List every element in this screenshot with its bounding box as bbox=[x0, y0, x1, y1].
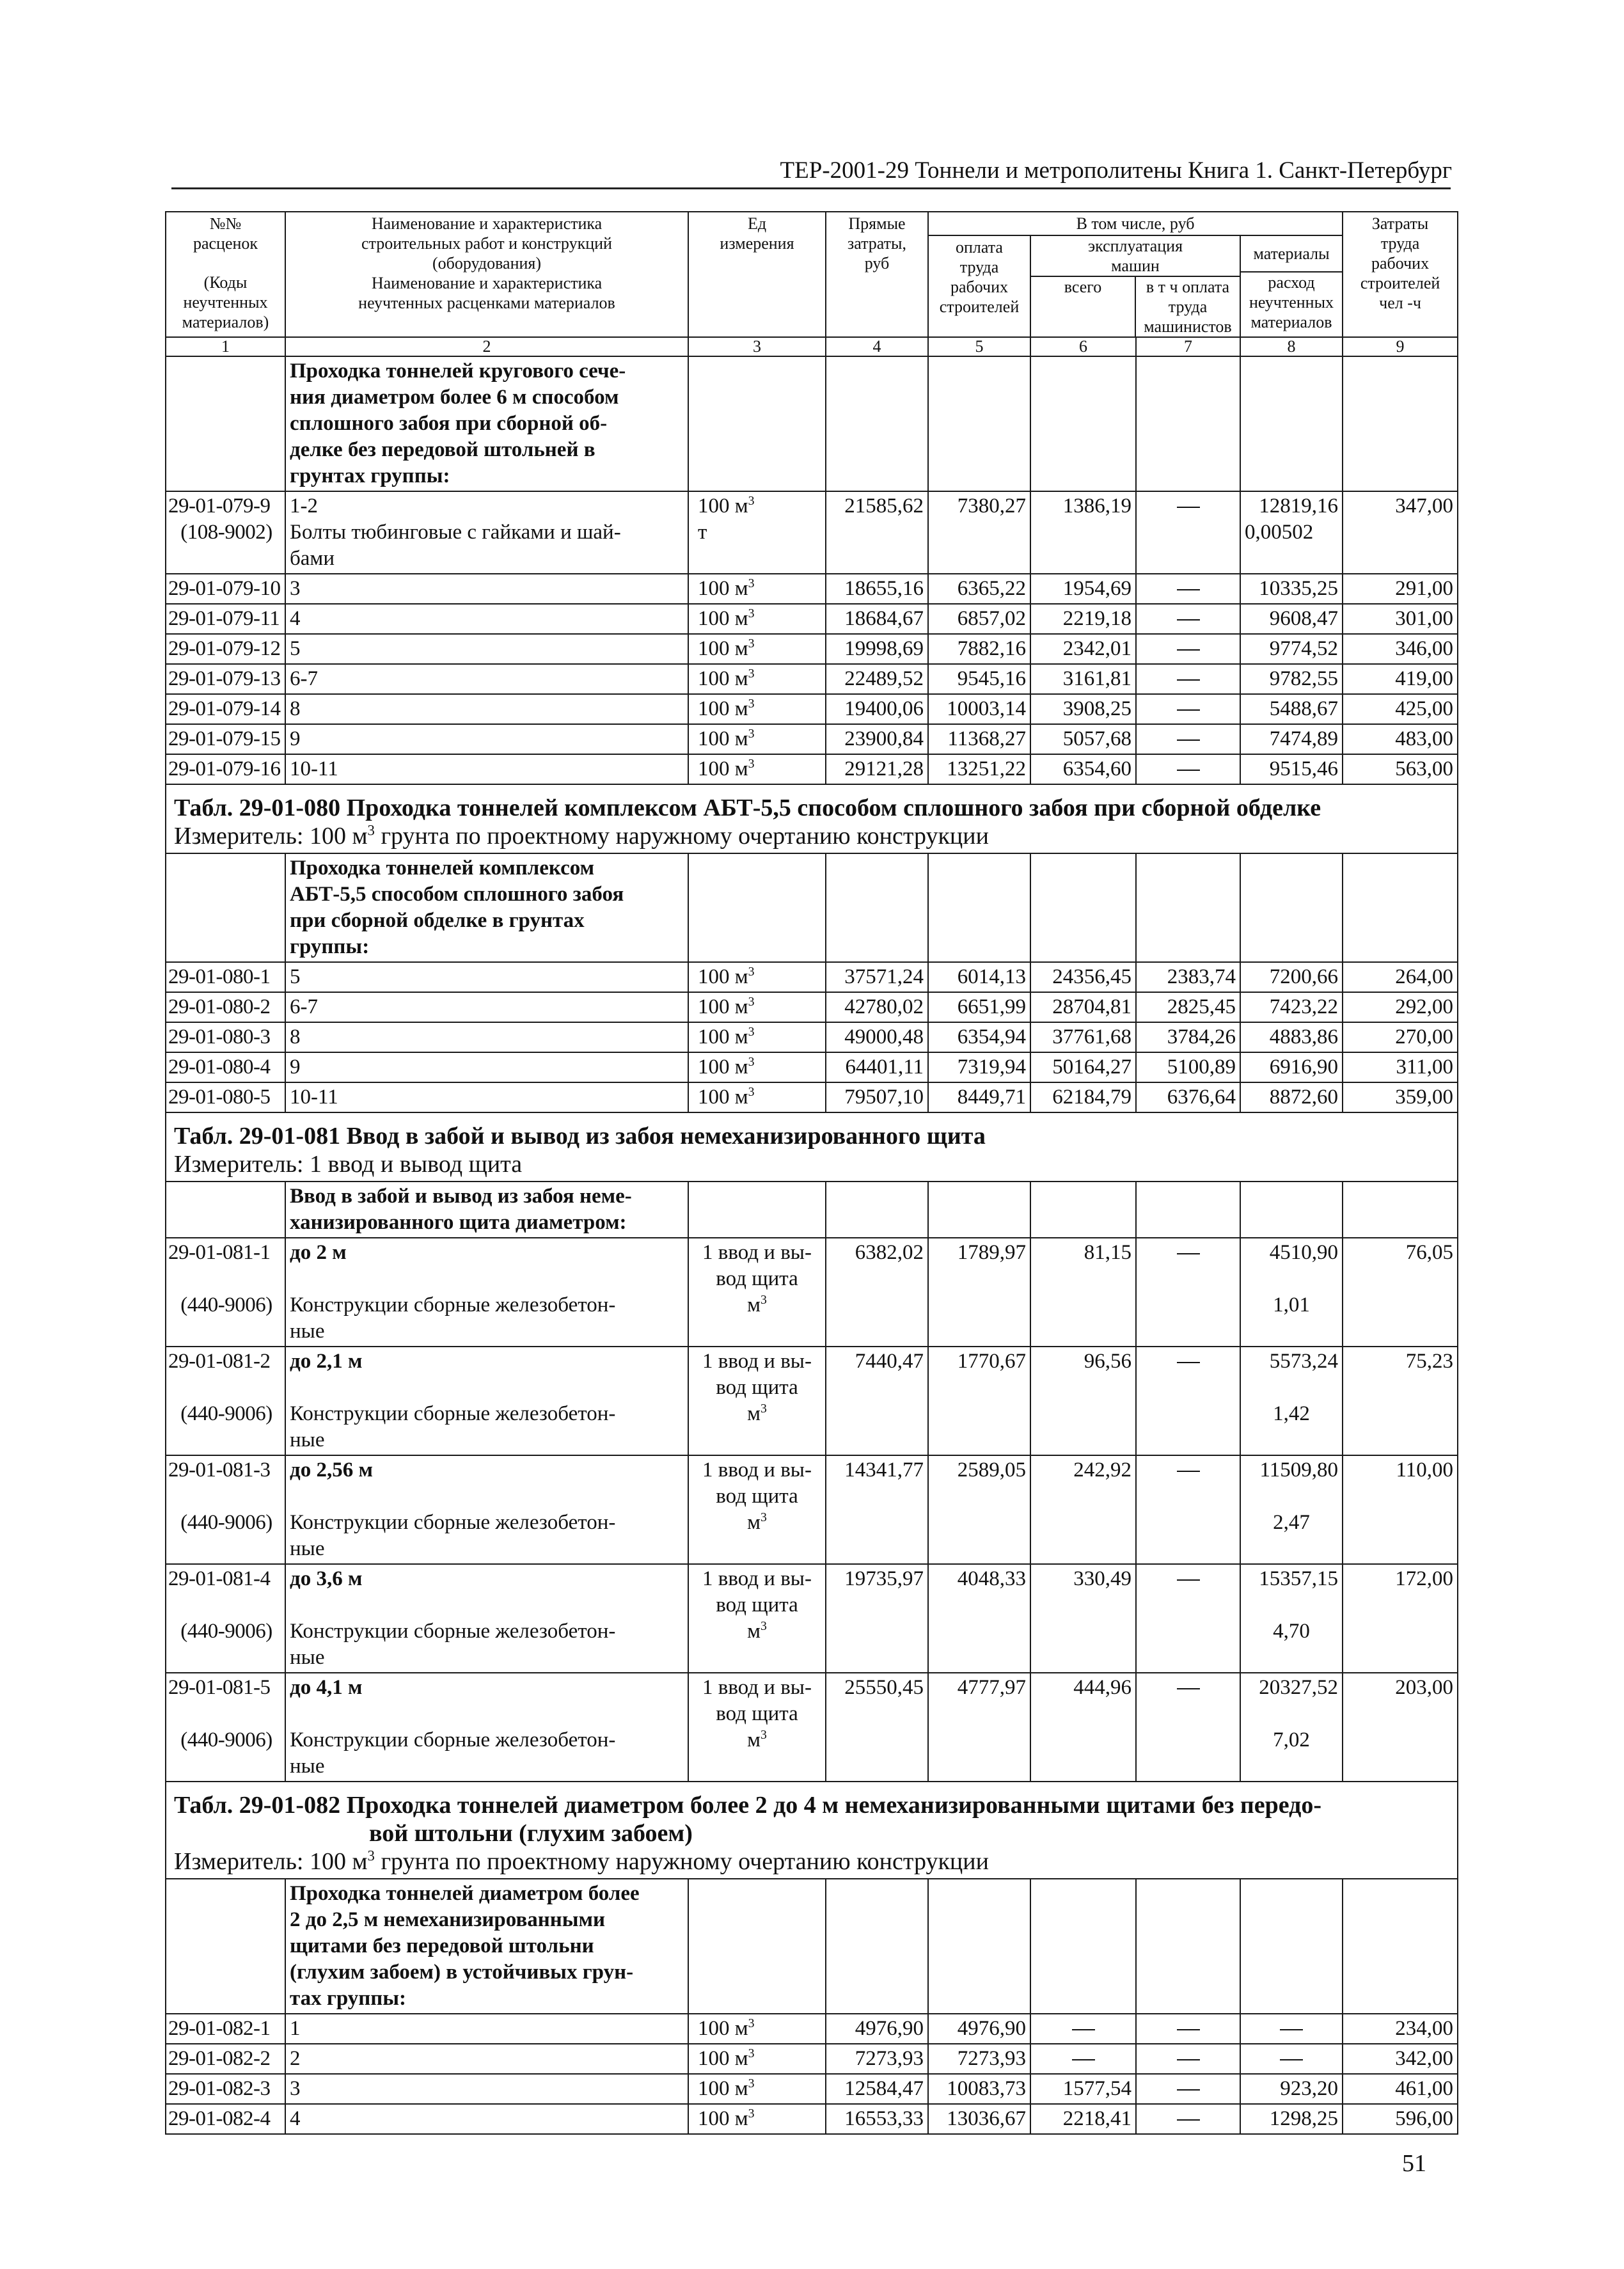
dash bbox=[1177, 2089, 1200, 2091]
column-number: 8 bbox=[1240, 337, 1343, 356]
machine-wage bbox=[1136, 604, 1240, 634]
table-row bbox=[166, 1455, 1458, 1564]
machine-wage bbox=[1136, 1238, 1240, 1347]
hdr-code: №№ расценок (Коды неучтенных материалов) bbox=[166, 212, 285, 337]
machine-cost: 28704,81 bbox=[1030, 992, 1136, 1022]
column-number: 6 bbox=[1030, 337, 1136, 356]
table-row bbox=[166, 2074, 1458, 2104]
machine-wage: 2825,45 bbox=[1136, 992, 1240, 1022]
work-name: до 2,56 м Конструкции сборные железобетон- ные bbox=[285, 1455, 688, 1564]
rate-code: 29-01-079-13 bbox=[166, 664, 285, 694]
materials-cost: 12819,16 0,00502 bbox=[1240, 491, 1343, 574]
hdr-wage: оплата труда рабочих строителей bbox=[928, 235, 1030, 337]
machine-wage bbox=[1136, 2044, 1240, 2074]
unit-cell: 100 $м^3$ bbox=[688, 724, 826, 754]
work-name: 4 bbox=[285, 604, 688, 634]
work-name: 9 bbox=[285, 724, 688, 754]
labor-wage: 7380,27 bbox=[928, 491, 1030, 574]
running-head: ТЕР-2001-29 Тоннели и метрополитены Книга 1. Санкт-Петербург bbox=[780, 157, 1452, 184]
unit-cell: 1 ввод и вы- вод щита $м^3$ bbox=[688, 1564, 826, 1673]
labor-hours: 359,00 bbox=[1343, 1082, 1458, 1112]
machine-wage: 5100,89 bbox=[1136, 1052, 1240, 1082]
table-title-cont: вой штольни (глухим забоем) bbox=[369, 1820, 693, 1847]
hdr-machine-wage: в т ч оплата труда машинистов bbox=[1144, 278, 1232, 336]
work-name: до 2 м Конструкции сборные железобетон- ные bbox=[285, 1238, 688, 1347]
rate-code: 29-01-080-3 bbox=[166, 1022, 285, 1052]
rate-code: 29-01-080-5 bbox=[166, 1082, 285, 1112]
direct-cost: 23900,84 bbox=[826, 724, 928, 754]
labor-wage: 6857,02 bbox=[928, 604, 1030, 634]
labor-wage: 10003,14 bbox=[928, 694, 1030, 724]
labor-hours: 234,00 bbox=[1343, 2014, 1458, 2044]
materials-cost: 10335,25 bbox=[1240, 574, 1343, 604]
materials-cost: 9774,52 bbox=[1240, 634, 1343, 664]
machine-wage bbox=[1136, 1564, 1240, 1673]
dash bbox=[1177, 619, 1200, 621]
work-name: 10-11 bbox=[285, 754, 688, 784]
dash bbox=[1177, 1579, 1200, 1581]
materials-cost: 7423,22 bbox=[1240, 992, 1343, 1022]
machine-cost: 3161,81 bbox=[1030, 664, 1136, 694]
materials-cost: 4510,90 1,01 bbox=[1240, 1238, 1343, 1347]
labor-wage: 6365,22 bbox=[928, 574, 1030, 604]
column-numbers bbox=[166, 337, 1458, 356]
rate-code: 29-01-079-11 bbox=[166, 604, 285, 634]
direct-cost: 21585,62 bbox=[826, 491, 928, 574]
direct-cost: 49000,48 bbox=[826, 1022, 928, 1052]
labor-hours: 301,00 bbox=[1343, 604, 1458, 634]
labor-hours: 419,00 bbox=[1343, 664, 1458, 694]
direct-cost: 18655,16 bbox=[826, 574, 928, 604]
labor-wage: 10083,73 bbox=[928, 2074, 1030, 2104]
direct-cost: 6382,02 bbox=[826, 1238, 928, 1347]
labor-hours: 75,23 bbox=[1343, 1347, 1458, 1455]
labor-wage: 1770,67 bbox=[928, 1347, 1030, 1455]
machine-cost: 242,92 bbox=[1030, 1455, 1136, 1564]
materials-cost: 7200,66 bbox=[1240, 962, 1343, 992]
rate-code: 29-01-080-2 bbox=[166, 992, 285, 1022]
materials-cost: 6916,90 bbox=[1240, 1052, 1343, 1082]
unit-cell: 100 $м^3$ bbox=[688, 604, 826, 634]
hdr-direct: Прямые затраты, руб bbox=[826, 212, 928, 337]
table-row bbox=[166, 634, 1458, 664]
table-header bbox=[166, 212, 1458, 356]
rate-code: 29-01-079-14 bbox=[166, 694, 285, 724]
work-name: 6-7 bbox=[285, 992, 688, 1022]
dash bbox=[1177, 739, 1200, 741]
labor-wage: 1789,97 bbox=[928, 1238, 1030, 1347]
materials-cost: 9782,55 bbox=[1240, 664, 1343, 694]
direct-cost: 22489,52 bbox=[826, 664, 928, 694]
labor-hours: 596,00 bbox=[1343, 2104, 1458, 2134]
machine-cost: 24356,45 bbox=[1030, 962, 1136, 992]
work-name: 10-11 bbox=[285, 1082, 688, 1112]
work-name: 8 bbox=[285, 694, 688, 724]
rate-code: 29-01-081-3 (440-9006) bbox=[166, 1455, 285, 1564]
work-name: 1 bbox=[285, 2014, 688, 2044]
dash bbox=[1177, 589, 1200, 590]
machine-wage bbox=[1136, 2104, 1240, 2134]
unit-cell: 100 $м^3$ т bbox=[688, 491, 826, 574]
dash bbox=[1177, 2029, 1200, 2030]
table-row bbox=[166, 1673, 1458, 1782]
rate-code: 29-01-082-3 bbox=[166, 2074, 285, 2104]
labor-wage: 2589,05 bbox=[928, 1455, 1030, 1564]
work-name: 3 bbox=[285, 574, 688, 604]
labor-hours: 461,00 bbox=[1343, 2074, 1458, 2104]
labor-wage: 7882,16 bbox=[928, 634, 1030, 664]
work-name: 6-7 bbox=[285, 664, 688, 694]
machine-wage bbox=[1136, 2014, 1240, 2044]
dash bbox=[1177, 649, 1200, 651]
section-079-intro bbox=[166, 356, 1458, 491]
unit-cell: 1 ввод и вы- вод щита $м^3$ bbox=[688, 1455, 826, 1564]
direct-cost: 42780,02 bbox=[826, 992, 928, 1022]
rate-code: 29-01-081-5 (440-9006) bbox=[166, 1673, 285, 1782]
hdr-group: В том числе, руб bbox=[928, 212, 1343, 235]
work-name: 9 bbox=[285, 1052, 688, 1082]
labor-wage: 4976,90 bbox=[928, 2014, 1030, 2044]
labor-wage: 8449,71 bbox=[928, 1082, 1030, 1112]
hdr-unit: Ед измерения bbox=[688, 212, 826, 337]
machine-wage bbox=[1136, 1347, 1240, 1455]
column-number: 7 bbox=[1136, 337, 1240, 356]
labor-hours: 203,00 bbox=[1343, 1673, 1458, 1782]
direct-cost: 16553,33 bbox=[826, 2104, 928, 2134]
machine-cost: 2218,41 bbox=[1030, 2104, 1136, 2134]
column-number: 1 bbox=[166, 337, 285, 356]
machine-cost: 1954,69 bbox=[1030, 574, 1136, 604]
direct-cost: 4976,90 bbox=[826, 2014, 928, 2044]
unit-cell: 100 $м^3$ bbox=[688, 2014, 826, 2044]
rate-code: 29-01-081-4 (440-9006) bbox=[166, 1564, 285, 1673]
labor-wage: 4048,33 bbox=[928, 1564, 1030, 1673]
table-082-heading bbox=[166, 1782, 1458, 1879]
machine-cost: 50164,27 bbox=[1030, 1052, 1136, 1082]
direct-cost: 7440,47 bbox=[826, 1347, 928, 1455]
materials-cost: 8872,60 bbox=[1240, 1082, 1343, 1112]
table-row bbox=[166, 1022, 1458, 1052]
machine-cost: 3908,25 bbox=[1030, 694, 1136, 724]
table-row bbox=[166, 694, 1458, 724]
direct-cost: 29121,28 bbox=[826, 754, 928, 784]
labor-hours: 346,00 bbox=[1343, 634, 1458, 664]
rate-code: 29-01-079-9 (108-9002) bbox=[166, 491, 285, 574]
direct-cost: 7273,93 bbox=[826, 2044, 928, 2074]
unit-cell: 100 $м^3$ bbox=[688, 2104, 826, 2134]
section-intro: Проходка тоннелей кругового сече- ния диаметром более 6 м способом сплошного забоя при сборной об- делке без передовой штольней в грунтах группы: bbox=[285, 356, 688, 491]
labor-wage: 7319,94 bbox=[928, 1052, 1030, 1082]
table-row bbox=[166, 1347, 1458, 1455]
labor-wage: 6651,99 bbox=[928, 992, 1030, 1022]
table-row bbox=[166, 2014, 1458, 2044]
hdr-materials: материалы расход неучтенных материалов bbox=[1240, 235, 1343, 337]
unit-cell: 100 $м^3$ bbox=[688, 1022, 826, 1052]
materials-cost: 4883,86 bbox=[1240, 1022, 1343, 1052]
dash bbox=[1177, 2059, 1200, 2060]
rate-code: 29-01-082-2 bbox=[166, 2044, 285, 2074]
table-080-intro bbox=[166, 853, 1458, 962]
table-080-heading bbox=[166, 784, 1458, 853]
direct-cost: 79507,10 bbox=[826, 1082, 928, 1112]
direct-cost: 19735,97 bbox=[826, 1564, 928, 1673]
materials-cost: 15357,15 4,70 bbox=[1240, 1564, 1343, 1673]
dash bbox=[1177, 709, 1200, 711]
work-name: 8 bbox=[285, 1022, 688, 1052]
work-name: до 2,1 м Конструкции сборные железобетон- ные bbox=[285, 1347, 688, 1455]
labor-hours: 264,00 bbox=[1343, 962, 1458, 992]
materials-cost: 923,20 bbox=[1240, 2074, 1343, 2104]
work-name: 2 bbox=[285, 2044, 688, 2074]
direct-cost: 19998,69 bbox=[826, 634, 928, 664]
table-row bbox=[166, 1052, 1458, 1082]
work-name: до 4,1 м Конструкции сборные железобетон- ные bbox=[285, 1673, 688, 1782]
rate-code: 29-01-079-10 bbox=[166, 574, 285, 604]
labor-wage: 6014,13 bbox=[928, 962, 1030, 992]
table-row bbox=[166, 754, 1458, 784]
unit-cell: 100 $м^3$ bbox=[688, 694, 826, 724]
rate-code: 29-01-080-1 bbox=[166, 962, 285, 992]
machine-wage bbox=[1136, 634, 1240, 664]
unit-cell: 1 ввод и вы- вод щита $м^3$ bbox=[688, 1347, 826, 1455]
table-row bbox=[166, 491, 1458, 574]
labor-hours: 270,00 bbox=[1343, 1022, 1458, 1052]
dash bbox=[1177, 1471, 1200, 1472]
table-082-intro bbox=[166, 1879, 1458, 2014]
labor-hours: 291,00 bbox=[1343, 574, 1458, 604]
rate-code: 29-01-079-16 bbox=[166, 754, 285, 784]
hdr-name: Наименование и характеристика строительных работ и конструкций (оборудования) Наименование и характеристика неучтенных расценками материалов bbox=[285, 212, 688, 337]
unit-cell: 100 $м^3$ bbox=[688, 754, 826, 784]
dash bbox=[1177, 507, 1200, 508]
machine-wage: 6376,64 bbox=[1136, 1082, 1240, 1112]
direct-cost: 18684,67 bbox=[826, 604, 928, 634]
rate-code: 29-01-079-12 bbox=[166, 634, 285, 664]
dash bbox=[1177, 2119, 1200, 2121]
hdr-machines: эксплуатация машин всего в т ч оплата труда машинистов bbox=[1030, 235, 1240, 337]
labor-hours: 483,00 bbox=[1343, 724, 1458, 754]
machine-wage bbox=[1136, 491, 1240, 574]
table-title: Табл. 29-01-081 Ввод в забой и вывод из забоя немеханизированного щита bbox=[174, 1123, 986, 1150]
table-row bbox=[166, 962, 1458, 992]
machine-wage bbox=[1136, 664, 1240, 694]
machine-cost: 1577,54 bbox=[1030, 2074, 1136, 2104]
machine-wage bbox=[1136, 1455, 1240, 1564]
machine-cost: 5057,68 bbox=[1030, 724, 1136, 754]
labor-hours: 172,00 bbox=[1343, 1564, 1458, 1673]
hdr-labor: Затраты труда рабочих строителей чел -ч bbox=[1343, 212, 1458, 337]
machine-cost: 37761,68 bbox=[1030, 1022, 1136, 1052]
unit-cell: 100 $м^3$ bbox=[688, 962, 826, 992]
table-081-heading bbox=[166, 1112, 1458, 1182]
machine-wage bbox=[1136, 2074, 1240, 2104]
materials-cost: 9608,47 bbox=[1240, 604, 1343, 634]
machine-cost: 62184,79 bbox=[1030, 1082, 1136, 1112]
unit-cell: 1 ввод и вы- вод щита $м^3$ bbox=[688, 1673, 826, 1782]
direct-cost: 37571,24 bbox=[826, 962, 928, 992]
unit-cell: 100 $м^3$ bbox=[688, 2074, 826, 2104]
table-row bbox=[166, 1564, 1458, 1673]
materials-cost: 7474,89 bbox=[1240, 724, 1343, 754]
unit-cell: 100 $м^3$ bbox=[688, 634, 826, 664]
machine-cost: 6354,60 bbox=[1030, 754, 1136, 784]
table-row bbox=[166, 724, 1458, 754]
machine-cost: 81,15 bbox=[1030, 1238, 1136, 1347]
column-number: 2 bbox=[285, 337, 688, 356]
hdr-machines-total: всего bbox=[1031, 277, 1136, 336]
labor-hours: 342,00 bbox=[1343, 2044, 1458, 2074]
rates-table bbox=[165, 211, 1458, 2135]
labor-wage: 9545,16 bbox=[928, 664, 1030, 694]
direct-cost: 12584,47 bbox=[826, 2074, 928, 2104]
table-title: Табл. 29-01-082 Проходка тоннелей диаметром более 2 до 4 м немеханизированными щитами без передо- bbox=[174, 1792, 1321, 1819]
dash bbox=[1072, 2029, 1095, 2030]
table-row bbox=[166, 992, 1458, 1022]
work-name: 4 bbox=[285, 2104, 688, 2134]
table-row bbox=[166, 604, 1458, 634]
rate-code: 29-01-081-1 (440-9006) bbox=[166, 1238, 285, 1347]
dash bbox=[1177, 1253, 1200, 1254]
labor-hours: 425,00 bbox=[1343, 694, 1458, 724]
work-name: 1-2 Болты тюбинговые с гайками и шай- бами bbox=[285, 491, 688, 574]
table-081-intro bbox=[166, 1182, 1458, 1238]
table-row bbox=[166, 1082, 1458, 1112]
labor-wage: 4777,97 bbox=[928, 1673, 1030, 1782]
labor-hours: 110,00 bbox=[1343, 1455, 1458, 1564]
machine-wage bbox=[1136, 724, 1240, 754]
machine-cost: 444,96 bbox=[1030, 1673, 1136, 1782]
labor-hours: 563,00 bbox=[1343, 754, 1458, 784]
table-meter: Измеритель: 100 $м^3$ грунта по проектному наружному очертанию конструкции bbox=[174, 822, 989, 850]
rate-code: 29-01-081-2 (440-9006) bbox=[166, 1347, 285, 1455]
unit-cell: 1 ввод и вы- вод щита $м^3$ bbox=[688, 1238, 826, 1347]
work-name: 5 bbox=[285, 962, 688, 992]
table-title: Табл. 29-01-080 Проходка тоннелей комплексом АБТ-5,5 способом сплошного забоя при сборной обделке bbox=[174, 795, 1321, 821]
table-meter: Измеритель: 1 ввод и вывод щита bbox=[174, 1151, 523, 1178]
column-number: 5 bbox=[928, 337, 1030, 356]
unit-cell: 100 $м^3$ bbox=[688, 1082, 826, 1112]
section-intro: Проходка тоннелей комплексом АБТ-5,5 способом сплошного забоя при сборной обделке в грунтах группы: bbox=[285, 853, 688, 962]
unit-cell: 100 $м^3$ bbox=[688, 2044, 826, 2074]
materials-cost bbox=[1240, 2044, 1343, 2074]
work-name: 5 bbox=[285, 634, 688, 664]
table-row bbox=[166, 1238, 1458, 1347]
labor-hours: 292,00 bbox=[1343, 992, 1458, 1022]
machine-cost: 2342,01 bbox=[1030, 634, 1136, 664]
column-number: 3 bbox=[688, 337, 826, 356]
machine-wage: 2383,74 bbox=[1136, 962, 1240, 992]
table-row bbox=[166, 2044, 1458, 2074]
machine-wage bbox=[1136, 1673, 1240, 1782]
unit-cell: 100 $м^3$ bbox=[688, 574, 826, 604]
header-rule bbox=[171, 187, 1451, 189]
labor-hours: 76,05 bbox=[1343, 1238, 1458, 1347]
materials-cost: 9515,46 bbox=[1240, 754, 1343, 784]
machine-cost bbox=[1030, 2014, 1136, 2044]
unit-cell: 100 $м^3$ bbox=[688, 992, 826, 1022]
work-name: до 3,6 м Конструкции сборные железобетон- ные bbox=[285, 1564, 688, 1673]
rate-code: 29-01-079-15 bbox=[166, 724, 285, 754]
dash bbox=[1177, 1688, 1200, 1689]
materials-cost: 5573,24 1,42 bbox=[1240, 1347, 1343, 1455]
page-number: 51 bbox=[1402, 2150, 1426, 2177]
rate-code: 29-01-082-1 bbox=[166, 2014, 285, 2044]
labor-hours: 311,00 bbox=[1343, 1052, 1458, 1082]
table-row bbox=[166, 2104, 1458, 2134]
labor-wage: 13036,67 bbox=[928, 2104, 1030, 2134]
materials-cost bbox=[1240, 2014, 1343, 2044]
direct-cost: 19400,06 bbox=[826, 694, 928, 724]
dash bbox=[1280, 2029, 1303, 2030]
machine-cost: 330,49 bbox=[1030, 1564, 1136, 1673]
table-meter: Измеритель: 100 $м^3$ грунта по проектному наружному очертанию конструкции bbox=[174, 1847, 989, 1875]
dash bbox=[1177, 1362, 1200, 1363]
machine-wage bbox=[1136, 754, 1240, 784]
machine-cost: 2219,18 bbox=[1030, 604, 1136, 634]
work-name: 3 bbox=[285, 2074, 688, 2104]
direct-cost: 64401,11 bbox=[826, 1052, 928, 1082]
materials-cost: 1298,25 bbox=[1240, 2104, 1343, 2134]
materials-cost: 11509,80 2,47 bbox=[1240, 1455, 1343, 1564]
machine-cost bbox=[1030, 2044, 1136, 2074]
labor-wage: 13251,22 bbox=[928, 754, 1030, 784]
machine-cost: 96,56 bbox=[1030, 1347, 1136, 1455]
unit-cell: 100 $м^3$ bbox=[688, 1052, 826, 1082]
machine-wage bbox=[1136, 574, 1240, 604]
labor-hours: 347,00 bbox=[1343, 491, 1458, 574]
dash bbox=[1177, 770, 1200, 771]
labor-wage: 6354,94 bbox=[928, 1022, 1030, 1052]
dash bbox=[1280, 2059, 1303, 2060]
column-number: 9 bbox=[1343, 337, 1458, 356]
table-row bbox=[166, 574, 1458, 604]
direct-cost: 14341,77 bbox=[826, 1455, 928, 1564]
labor-wage: 7273,93 bbox=[928, 2044, 1030, 2074]
materials-cost: 20327,52 7,02 bbox=[1240, 1673, 1343, 1782]
labor-wage: 11368,27 bbox=[928, 724, 1030, 754]
machine-wage: 3784,26 bbox=[1136, 1022, 1240, 1052]
machine-cost: 1386,19 bbox=[1030, 491, 1136, 574]
table-row bbox=[166, 664, 1458, 694]
dash bbox=[1177, 679, 1200, 681]
section-intro: Проходка тоннелей диаметром более 2 до 2,5 м немеханизированными щитами без передовой штольни (глухим забоем) в устойчивых грун- тах группы: bbox=[285, 1879, 688, 2014]
unit-cell: 100 $м^3$ bbox=[688, 664, 826, 694]
materials-cost: 5488,67 bbox=[1240, 694, 1343, 724]
direct-cost: 25550,45 bbox=[826, 1673, 928, 1782]
rate-code: 29-01-080-4 bbox=[166, 1052, 285, 1082]
section-intro: Ввод в забой и вывод из забоя неме- ханизированного щита диаметром: bbox=[285, 1182, 688, 1238]
dash bbox=[1072, 2059, 1095, 2060]
column-number: 4 bbox=[826, 337, 928, 356]
rate-code: 29-01-082-4 bbox=[166, 2104, 285, 2134]
machine-wage bbox=[1136, 694, 1240, 724]
